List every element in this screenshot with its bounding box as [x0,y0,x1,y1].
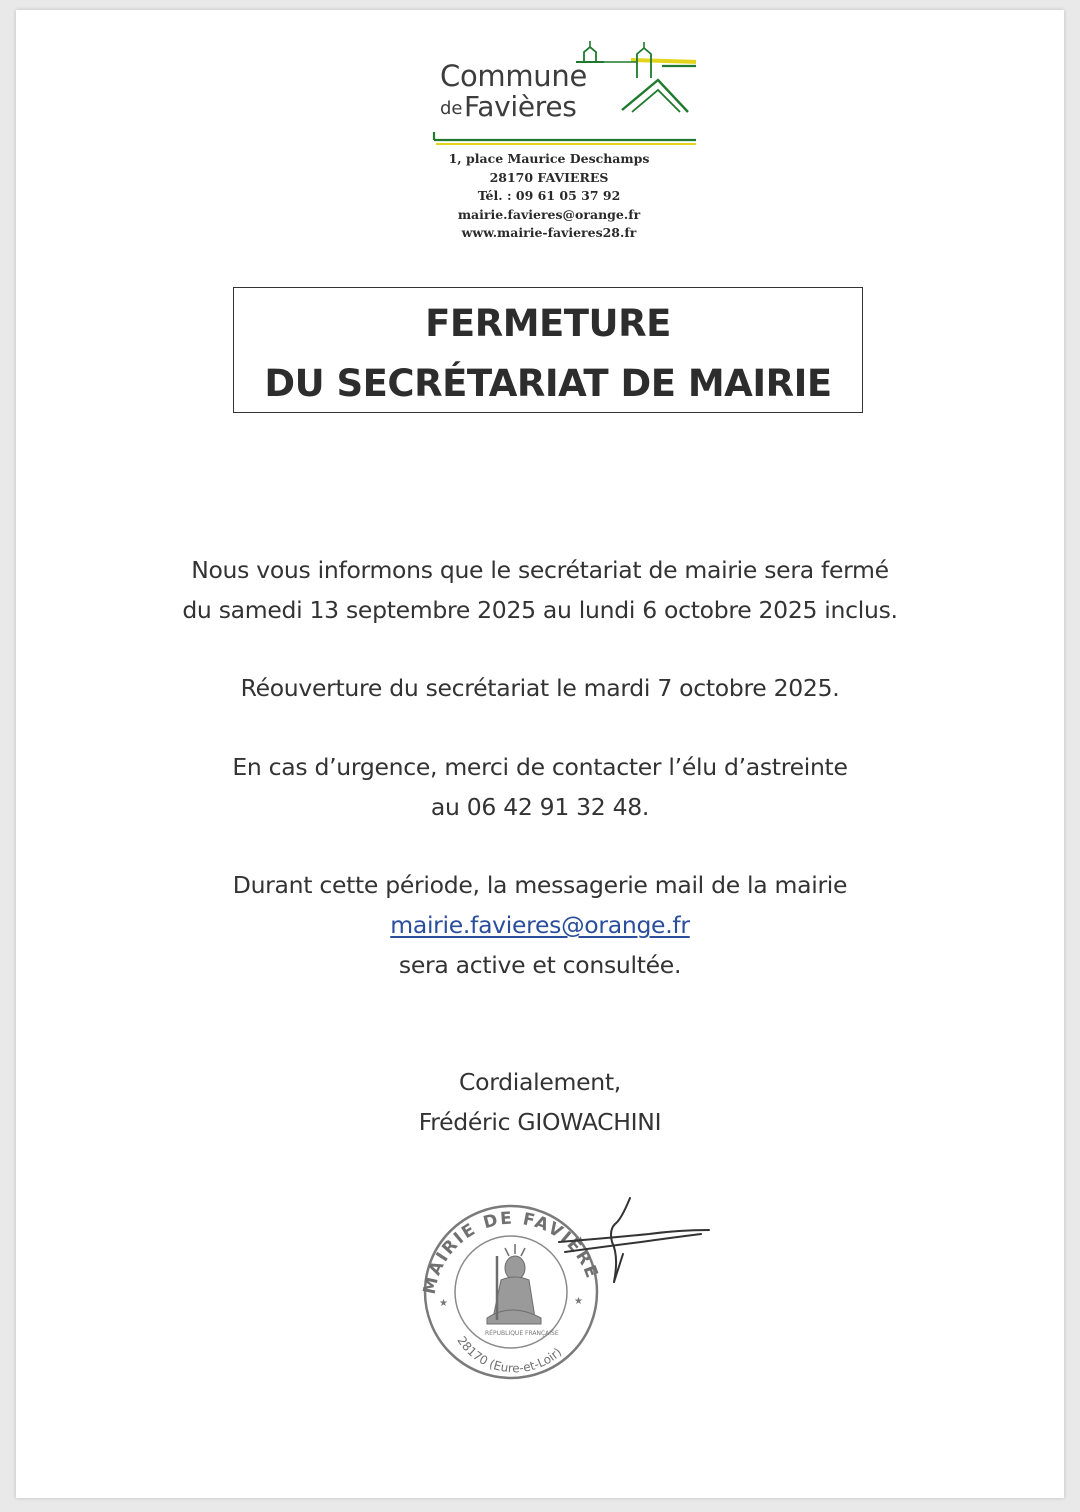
address-email: mairie.favieres@orange.fr [457,206,641,222]
paragraph-line: Nous vous informons que le secrétariat de mairie sera fermé [191,556,889,584]
title-line-1: FERMETURE [425,302,671,345]
emergency-phone: au 06 42 91 32 48. [430,793,650,821]
email-paragraph [16,865,1064,985]
address-block [394,150,704,243]
address-website: www.mairie-favieres28.fr [461,225,637,240]
logo-favieres-text: Favières [464,90,577,123]
closure-dates-paragraph [16,550,1064,630]
stamp-inner-text: RÉPUBLIQUE FRANÇAISE [485,1330,559,1337]
address-city: 28170 FAVIERES [489,169,609,185]
svg-text:★: ★ [439,1298,448,1309]
title-line-2: DU SECRÉTARIAT DE MAIRIE [264,362,832,405]
closing-signatory: Frédéric GIOWACHINI [418,1108,662,1136]
emergency-paragraph [16,747,1064,827]
mairie-stamp [409,1190,729,1390]
paragraph-line: Réouverture du secrétariat le mardi 7 octobre 2025. [240,674,840,702]
document-page [16,10,1064,1498]
paragraph-line: En cas d’urgence, merci de contacter l’élu d’astreinte [232,753,848,781]
svg-text:★: ★ [574,1296,583,1307]
logo-de-text: de [440,98,463,119]
paragraph-line: du samedi 13 septembre 2025 au lundi 6 octobre 2025 inclus. [182,596,898,624]
stamp-graphic [409,1190,729,1390]
reopening-paragraph [16,668,1064,708]
address-street: 1, place Maurice Deschamps [448,151,650,166]
stamp-top-text: MAIRIE DE FAVIÈRE [419,1208,603,1296]
stamp-bottom-text: 28170 (Eure-et-Loir) [454,1333,565,1376]
closing-salutation: Cordialement, [459,1068,621,1096]
commune-logo [426,40,696,150]
closing-block [16,1062,1064,1142]
paragraph-line: Durant cette période, la messagerie mail de la mairie [232,871,848,899]
logo-commune-text: Commune [440,59,587,93]
email-link[interactable]: mairie.favieres@orange.fr [390,911,690,939]
title-box [233,287,863,413]
paragraph-line: sera active et consultée. [398,951,682,979]
address-phone: Tél. : 09 61 05 37 92 [477,188,621,203]
